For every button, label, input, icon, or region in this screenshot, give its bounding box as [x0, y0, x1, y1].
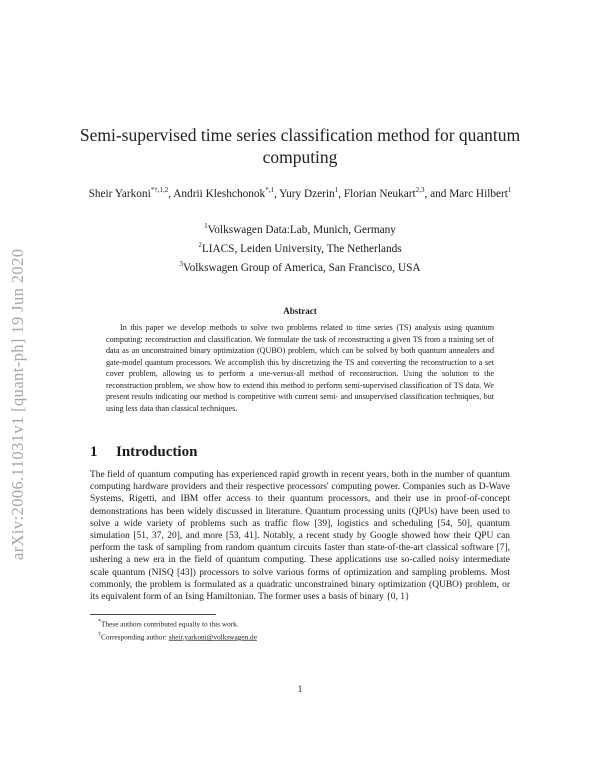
introduction-paragraph: The field of quantum computing has experienced rapid growth in recent years, both in the number of quantum computing hardware providers and their respective processors' computing power. Companies such as D-Wave Systems, Rigetti, and IBM offer access to their quantum processors, and their use in proof-of-concept demonstrations has been widely discussed in literature. Quantum processing units (QPUs) have been used to solve a wide variety of problems such as traffic flow [39], logistics and scheduling [54, 50], quantum simulation [51, 37, 20], and more [53, 41]. Notably, a recent study by Google showed how their QPU can perform the task of sampling from random quantum circuits faster than state-of-the-art classical software [7], ushering a new era in the field of quantum computing. These applications use so-called noisy intermediate scale quantum (NISQ [43]) processors to solve various forms of optimization and sampling problems. Most commonly, the problem is formulated as a quadratic unconstrained binary optimization (QUBO) problem, or its equivalent form of an Ising Hamiltonian. The former uses a basis of binary {0, 1} — [90, 470, 510, 603]
author-name: Andrii Kleshchonok — [173, 187, 266, 200]
abstract-heading: Abstract — [283, 306, 317, 316]
author-name: Sheir Yarkoni — [88, 187, 151, 200]
author-affiliation-marks: 1 — [334, 186, 339, 194]
abstract-text: In this paper we develop methods to solve two problems related to time series (TS) analysis using quantum computing: reconstruction and classification. We formulate the task of reconstructing a given TS from a training set of data as an unconstrained binary optimization (QUBO) problem, which can be solved by both quantum annealers and gate-model quantum processors. We accomplish this by discretizing the TS and converting the reconstruction to a set cover problem, allowing us to perform a one-versus-all method of reconstruction. Using the solution to the reconstruction problem, we show how to extend this method to perform semi-supervised classification of TS data. We present results indicating our method is competitive with current semi- and unsupervised classification techniques, but using less data than classical techniques. — [106, 323, 494, 413]
author-name: Marc Hilbert — [449, 187, 508, 200]
footnote-divider — [90, 614, 216, 615]
author-name: Florian Neukart — [343, 187, 416, 200]
footnote: †Corresponding author: sheir.yarkoni@volkswagen.de — [98, 631, 257, 642]
affiliation: $^3$Volkswagen Group of America, San Francisco, USA — [179, 259, 421, 274]
paper-title: Semi-supervised time series classification method for quantum computing — [79, 125, 521, 167]
arxiv-identifier: arXiv:2006.11031v1 [quant-ph] 19 Jun 2020 — [8, 248, 27, 560]
affiliation: $^1$Volkswagen Data:Lab, Munich, Germany — [204, 222, 396, 236]
footnotes — [98, 617, 508, 643]
footnote: *These authors contributed equally to this work. — [98, 619, 239, 629]
affiliation-list — [90, 219, 510, 275]
section-title: Introduction — [116, 444, 198, 460]
page-number: 1 — [297, 685, 303, 695]
author-affiliation-marks: *,1 — [265, 186, 274, 194]
author-affiliation-marks: 2,3 — [415, 186, 425, 194]
affiliation: $^2$LIACS, Leiden University, The Netherlands — [198, 240, 402, 255]
corresponding-email-link[interactable]: sheir.yarkoni@volkswagen.de — [168, 632, 257, 642]
section-number: 1 — [90, 444, 98, 460]
section-heading — [90, 444, 197, 461]
author-list: Sheir Yarkoni$^{*\dagger,1,2}$, Andrii Kleshchonok$^{*,1}$, Yury Dzerin$^1$, Florian Neukart$^{2,3}$, and Marc Hilbert$^1$ — [88, 186, 512, 200]
author-name: Yury Dzerin — [279, 187, 335, 200]
author-affiliation-marks: 1 — [507, 186, 512, 194]
author-affiliation-marks: *†,1,2 — [150, 186, 169, 194]
